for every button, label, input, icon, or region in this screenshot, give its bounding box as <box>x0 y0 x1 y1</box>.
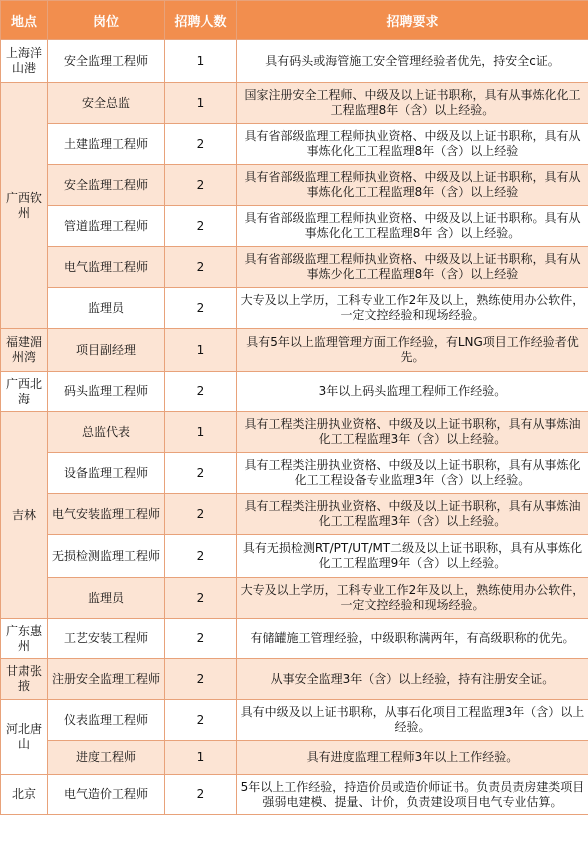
header-location: 地点 <box>1 1 48 40</box>
cell-position: 码头监理工程师 <box>48 372 165 412</box>
cell-requirements: 具有工程类注册执业资格、中级及以上证书职称，具有从事炼油化工工程监理3年（含）以上经验。 <box>237 412 588 453</box>
cell-count: 1 <box>165 329 237 372</box>
cell-position: 工艺安装工程师 <box>48 619 165 659</box>
table-row <box>1 40 588 83</box>
table-row <box>1 412 588 453</box>
cell-requirements: 从事安全监理3年（含）以上经验，持有注册安全证。 <box>237 659 588 700</box>
cell-position: 设备监理工程师 <box>48 453 165 494</box>
cell-count: 2 <box>165 700 237 741</box>
cell-count: 1 <box>165 412 237 453</box>
header-requirements: 招聘要求 <box>237 1 588 40</box>
cell-count: 2 <box>165 578 237 619</box>
cell-count: 2 <box>165 372 237 412</box>
cell-position: 电气安装监理工程师 <box>48 494 165 535</box>
cell-requirements: 具有5年以上监理管理方面工作经验，有LNG项目工作经验者优先。 <box>237 329 588 372</box>
table-row <box>1 288 588 329</box>
cell-requirements: 具有工程类注册执业资格、中级及以上证书职称，具有从事炼油化工工程监理3年（含）以上经验。 <box>237 494 588 535</box>
cell-location: 甘肃张掖 <box>1 659 48 700</box>
cell-position: 无损检测监理工程师 <box>48 535 165 578</box>
cell-count: 1 <box>165 40 237 83</box>
cell-location: 广西北海 <box>1 372 48 412</box>
table-row <box>1 741 588 775</box>
table-row <box>1 329 588 372</box>
table-row <box>1 659 588 700</box>
cell-location: 广西钦州 <box>1 83 48 329</box>
cell-count: 2 <box>165 659 237 700</box>
table-row <box>1 775 588 815</box>
cell-position: 电气造价工程师 <box>48 775 165 815</box>
cell-requirements: 3年以上码头监理工程师工作经验。 <box>237 372 588 412</box>
cell-location: 福建湄州湾 <box>1 329 48 372</box>
cell-position: 电气监理工程师 <box>48 247 165 288</box>
cell-requirements: 大专及以上学历，工科专业工作2年及以上，熟练使用办公软件，一定文控经验和现场经验。 <box>237 578 588 619</box>
header-row <box>1 1 588 40</box>
cell-count: 2 <box>165 494 237 535</box>
table-row <box>1 372 588 412</box>
table-row <box>1 700 588 741</box>
cell-count: 2 <box>165 165 237 206</box>
table-row <box>1 494 588 535</box>
cell-requirements: 国家注册安全工程师、中级及以上证书职称，具有从事炼化化工工程监理8年（含）以上经验。 <box>237 83 588 124</box>
cell-position: 安全监理工程师 <box>48 165 165 206</box>
cell-requirements: 具有工程类注册执业资格、中级及以上证书职称，具有从事炼化化工工程设备专业监理3年（含）以上经验。 <box>237 453 588 494</box>
cell-requirements: 具有中级及以上证书职称，从事石化项目工程监理3年（含）以上经验。 <box>237 700 588 741</box>
table-body <box>1 40 588 815</box>
header-position: 岗位 <box>48 1 165 40</box>
cell-location: 河北唐山 <box>1 700 48 775</box>
cell-position: 总监代表 <box>48 412 165 453</box>
cell-count: 2 <box>165 775 237 815</box>
cell-position: 仪表监理工程师 <box>48 700 165 741</box>
cell-requirements: 具有省部级监理工程师执业资格、中级及以上证书职称，具有从事炼少化工工程监理8年（含）以上经验 <box>237 247 588 288</box>
table-row <box>1 453 588 494</box>
table-row <box>1 247 588 288</box>
cell-requirements: 大专及以上学历，工科专业工作2年及以上，熟练使用办公软件，一定文控经验和现场经验。 <box>237 288 588 329</box>
cell-count: 1 <box>165 741 237 775</box>
table-row <box>1 619 588 659</box>
cell-position: 监理员 <box>48 578 165 619</box>
cell-location: 吉林 <box>1 412 48 619</box>
table-row <box>1 578 588 619</box>
cell-count: 2 <box>165 535 237 578</box>
cell-position: 管道监理工程师 <box>48 206 165 247</box>
cell-count: 2 <box>165 247 237 288</box>
table-row <box>1 83 588 124</box>
cell-location: 广东惠州 <box>1 619 48 659</box>
cell-location: 北京 <box>1 775 48 815</box>
cell-requirements: 具有省部级监理工程师执业资格、中级及以上证书职称。具有从事炼化化工工程监理8年 含）以上经验。 <box>237 206 588 247</box>
cell-requirements: 有储罐施工管理经验，中级职称满两年，有高级职称的优先。 <box>237 619 588 659</box>
cell-requirements: 具有省部级监理工程师执业资格、中级及以上证书职称，具有从事炼化化工工程监理8年（含）以上经验 <box>237 124 588 165</box>
cell-location: 上海洋山港 <box>1 40 48 83</box>
cell-count: 2 <box>165 453 237 494</box>
cell-position: 土建监理工程师 <box>48 124 165 165</box>
cell-count: 2 <box>165 619 237 659</box>
cell-requirements: 具有省部级监理工程师执业资格、中级及以上证书职称，具有从事炼化化工工程监理8年（含）以上经验 <box>237 165 588 206</box>
cell-count: 2 <box>165 206 237 247</box>
table-row <box>1 165 588 206</box>
header-count: 招聘人数 <box>165 1 237 40</box>
cell-position: 安全总监 <box>48 83 165 124</box>
cell-count: 1 <box>165 83 237 124</box>
cell-requirements: 具有无损检测RT/PT/UT/MT二级及以上证书职称，具有从事炼化化工工程监理9年（含）以上经验。 <box>237 535 588 578</box>
cell-requirements: 具有进度监理工程师3年以上工作经验。 <box>237 741 588 775</box>
cell-requirements: 具有码头或海管施工安全管理经验者优先，持安全c证。 <box>237 40 588 83</box>
cell-requirements: 5年以上工作经验，持造价员或造价师证书。负责员责房建类项目强弱电建模、提量、计价，负责建设项目电气专业估算。 <box>237 775 588 815</box>
cell-position: 项目副经理 <box>48 329 165 372</box>
cell-count: 2 <box>165 288 237 329</box>
cell-position: 监理员 <box>48 288 165 329</box>
table-row <box>1 124 588 165</box>
cell-position: 安全监理工程师 <box>48 40 165 83</box>
table-row <box>1 535 588 578</box>
cell-position: 进度工程师 <box>48 741 165 775</box>
cell-position: 注册安全监理工程师 <box>48 659 165 700</box>
cell-count: 2 <box>165 124 237 165</box>
table-row <box>1 206 588 247</box>
